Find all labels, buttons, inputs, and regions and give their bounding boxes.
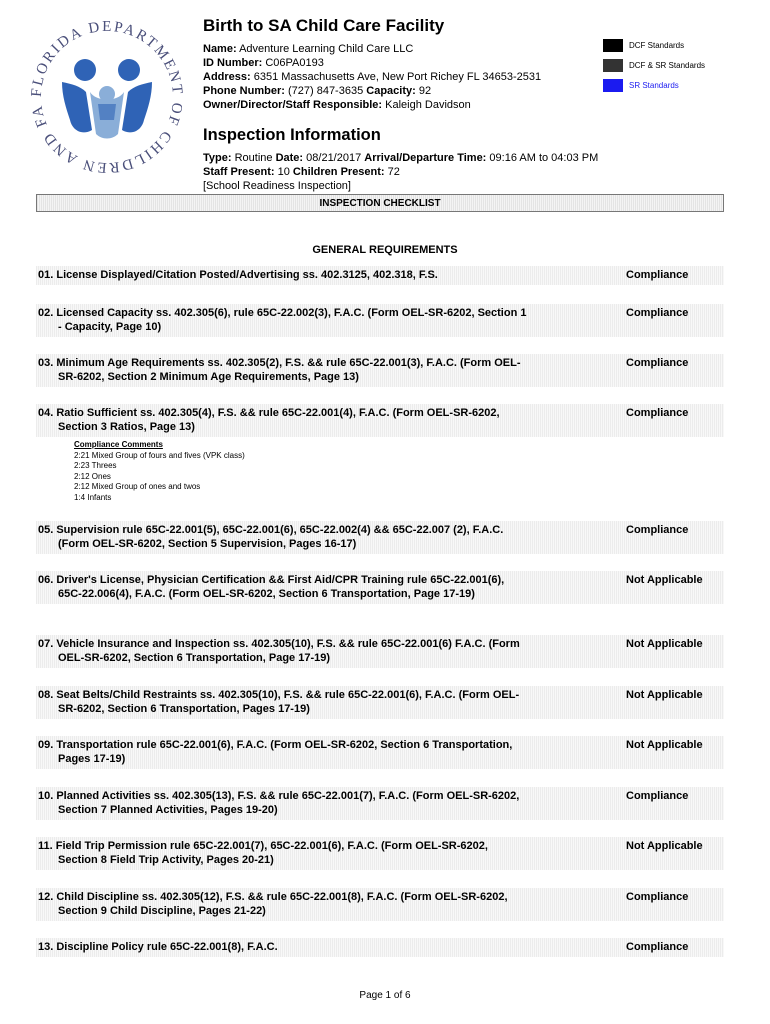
legend-swatch-dcf	[603, 39, 623, 52]
item-status: Not Applicable	[626, 638, 703, 650]
legend-dcf-sr: DCF & SR Standards	[603, 56, 705, 75]
comment-line: 2:21 Mixed Group of fours and fives (VPK class)	[74, 450, 245, 460]
facility-owner: Kaleigh Davidson	[385, 99, 471, 111]
compliance-comments-heading: Compliance Comments	[74, 440, 163, 449]
legend-swatch-sr	[603, 79, 623, 92]
checklist-item-02: 02. Licensed Capacity ss. 402.305(6), rule 65C-22.002(3), F.A.C. (Form OEL-SR-6202, Section 1 - Capacity, Page 10) Compliance	[36, 304, 724, 337]
item-status: Compliance	[626, 269, 689, 281]
item-status: Compliance	[626, 790, 689, 802]
checklist-item-07: 07. Vehicle Insurance and Inspection ss. 402.305(10), F.S. && rule 65C-22.001(6) F.A.C. (Form OEL-SR-6202, Section 6 Transportation, Page 17-19) Not Applicable	[36, 635, 724, 668]
comment-line: 2:23 Threes	[74, 461, 117, 470]
facility-capacity: 92	[418, 85, 432, 97]
legend-sr: SR Standards	[603, 76, 705, 95]
comment-line: 2:12 Mixed Group of ones and twos	[74, 482, 201, 491]
comment-line: 2:12 Ones	[74, 471, 111, 481]
facility-phone-line: Phone Number: (727) 847-3635 Capacity: 92	[203, 85, 432, 97]
checklist-item-03: 03. Minimum Age Requirements ss. 402.305(2), F.S. && rule 65C-22.001(3), F.A.C. (Form OEL-SR-6202, Section 2 Minimum Age Requirements, Page 13) Compliance	[36, 354, 724, 387]
checklist-item-09: 09. Transportation rule 65C-22.001(6), F.A.C. (Form OEL-SR-6202, Section 6 Transportation, Pages 17-19) Not Applicable	[36, 736, 724, 769]
logo-ring-text: FLORIDA DEPARTMENT OF CHILDREN AND FA	[28, 18, 186, 176]
item-status: Compliance	[626, 941, 689, 953]
checklist-item-04: 04. Ratio Sufficient ss. 402.305(4), F.S. && rule 65C-22.001(4), F.A.C. (Form OEL-SR-6202, Section 3 Ratios, Page 13) Compliance Compliance Comments 2:21 Mixed Group of fours and fives (VPK class) 2:23 Threes 2:12 Ones 2:12 Mixed Group of ones and twos 1:4 Infants	[36, 404, 724, 503]
compliance-comments	[74, 440, 724, 503]
inspection-present-line: Staff Present: 10 Children Present: 72	[203, 166, 400, 178]
facility-address: 6351 Massachusetts Ave, New Port Richey FL 34653-2531	[253, 71, 542, 83]
school-readiness-label: [School Readiness Inspection]	[203, 180, 351, 192]
facility-id: C06PA0193	[265, 57, 324, 69]
comment-line: 1:4 Infants	[74, 492, 112, 502]
facility-id-line: ID Number: C06PA0193	[203, 57, 324, 69]
item-status: Compliance	[626, 407, 689, 419]
facility-header	[203, 16, 603, 193]
checklist-item-12: 12. Child Discipline ss. 402.305(12), F.S. && rule 65C-22.001(8), F.A.C. (Form OEL-SR-6202, Section 9 Child Discipline, Pages 21-22) Compliance	[36, 888, 724, 921]
checklist-item-01: 01. License Displayed/Citation Posted/Advertising ss. 402.3125, 402.318, F.S. Compliance	[36, 266, 724, 285]
standards-legend	[603, 36, 705, 96]
checklist-item-10: 10. Planned Activities ss. 402.305(13), F.S. && rule 65C-22.001(7), F.A.C. (Form OEL-SR-6202, Section 7 Planned Activities, Pages 19-20) Compliance	[36, 787, 724, 820]
checklist-item-05: 05. Supervision rule 65C-22.001(5), 65C-22.001(6), 65C-22.002(4) && 65C-22.007 (2), F.A.C. (Form OEL-SR-6202, Section 5 Supervision, Pages 16-17) Compliance	[36, 521, 724, 554]
inspection-type-line: Type: Routine Date: 08/21/2017 Arrival/Departure Time: 09:16 AM to 04:03 PM	[203, 152, 599, 164]
facility-name-line: Name: Adventure Learning Child Care LLC	[203, 43, 414, 55]
dcf-logo	[22, 12, 192, 182]
checklist-item-06: 06. Driver's License, Physician Certification && First Aid/CPR Training rule 65C-22.001(6), 65C-22.006(4), F.A.C. (Form OEL-SR-6202, Section 6 Transportation, Page 17-19) Not Applicable	[36, 571, 724, 604]
inspection-title: Inspection Information	[203, 126, 381, 144]
facility-title: Birth to SA Child Care Facility	[203, 16, 445, 35]
facility-owner-line: Owner/Director/Staff Responsible: Kaleigh Davidson	[203, 99, 471, 111]
checklist-item-13: 13. Discipline Policy rule 65C-22.001(8), F.A.C. Compliance	[36, 938, 724, 957]
item-status: Compliance	[626, 307, 689, 319]
item-status: Compliance	[626, 524, 689, 536]
item-status: Not Applicable	[626, 689, 703, 701]
legend-dcf: DCF Standards	[603, 36, 705, 55]
facility-phone: (727) 847-3635	[287, 85, 364, 97]
general-requirements-heading: GENERAL REQUIREMENTS	[312, 244, 458, 256]
facility-name: Adventure Learning Child Care LLC	[239, 43, 414, 55]
checklist-item-08: 08. Seat Belts/Child Restraints ss. 402.305(10), F.S. && rule 65C-22.001(6), F.A.C. (Form OEL-SR-6202, Section 6 Transportation, Pages 17-19) Not Applicable	[36, 686, 724, 719]
item-status: Not Applicable	[626, 574, 703, 586]
checklist-item-11: 11. Field Trip Permission rule 65C-22.001(7), 65C-22.001(6), F.A.C. (Form OEL-SR-6202, Section 8 Field Trip Activity, Pages 20-21) Not Applicable	[36, 837, 724, 870]
item-status: Not Applicable	[626, 739, 703, 751]
facility-address-line: Address: 6351 Massachusetts Ave, New Port Richey FL 34653-2531	[203, 71, 542, 83]
item-status: Compliance	[626, 891, 689, 903]
item-status: Not Applicable	[626, 840, 703, 852]
legend-swatch-dcf-sr	[603, 59, 623, 72]
page-number: Page 1 of 6	[359, 990, 411, 1001]
item-status: Compliance	[626, 357, 689, 369]
inspection-checklist-bar: INSPECTION CHECKLIST	[36, 194, 724, 212]
